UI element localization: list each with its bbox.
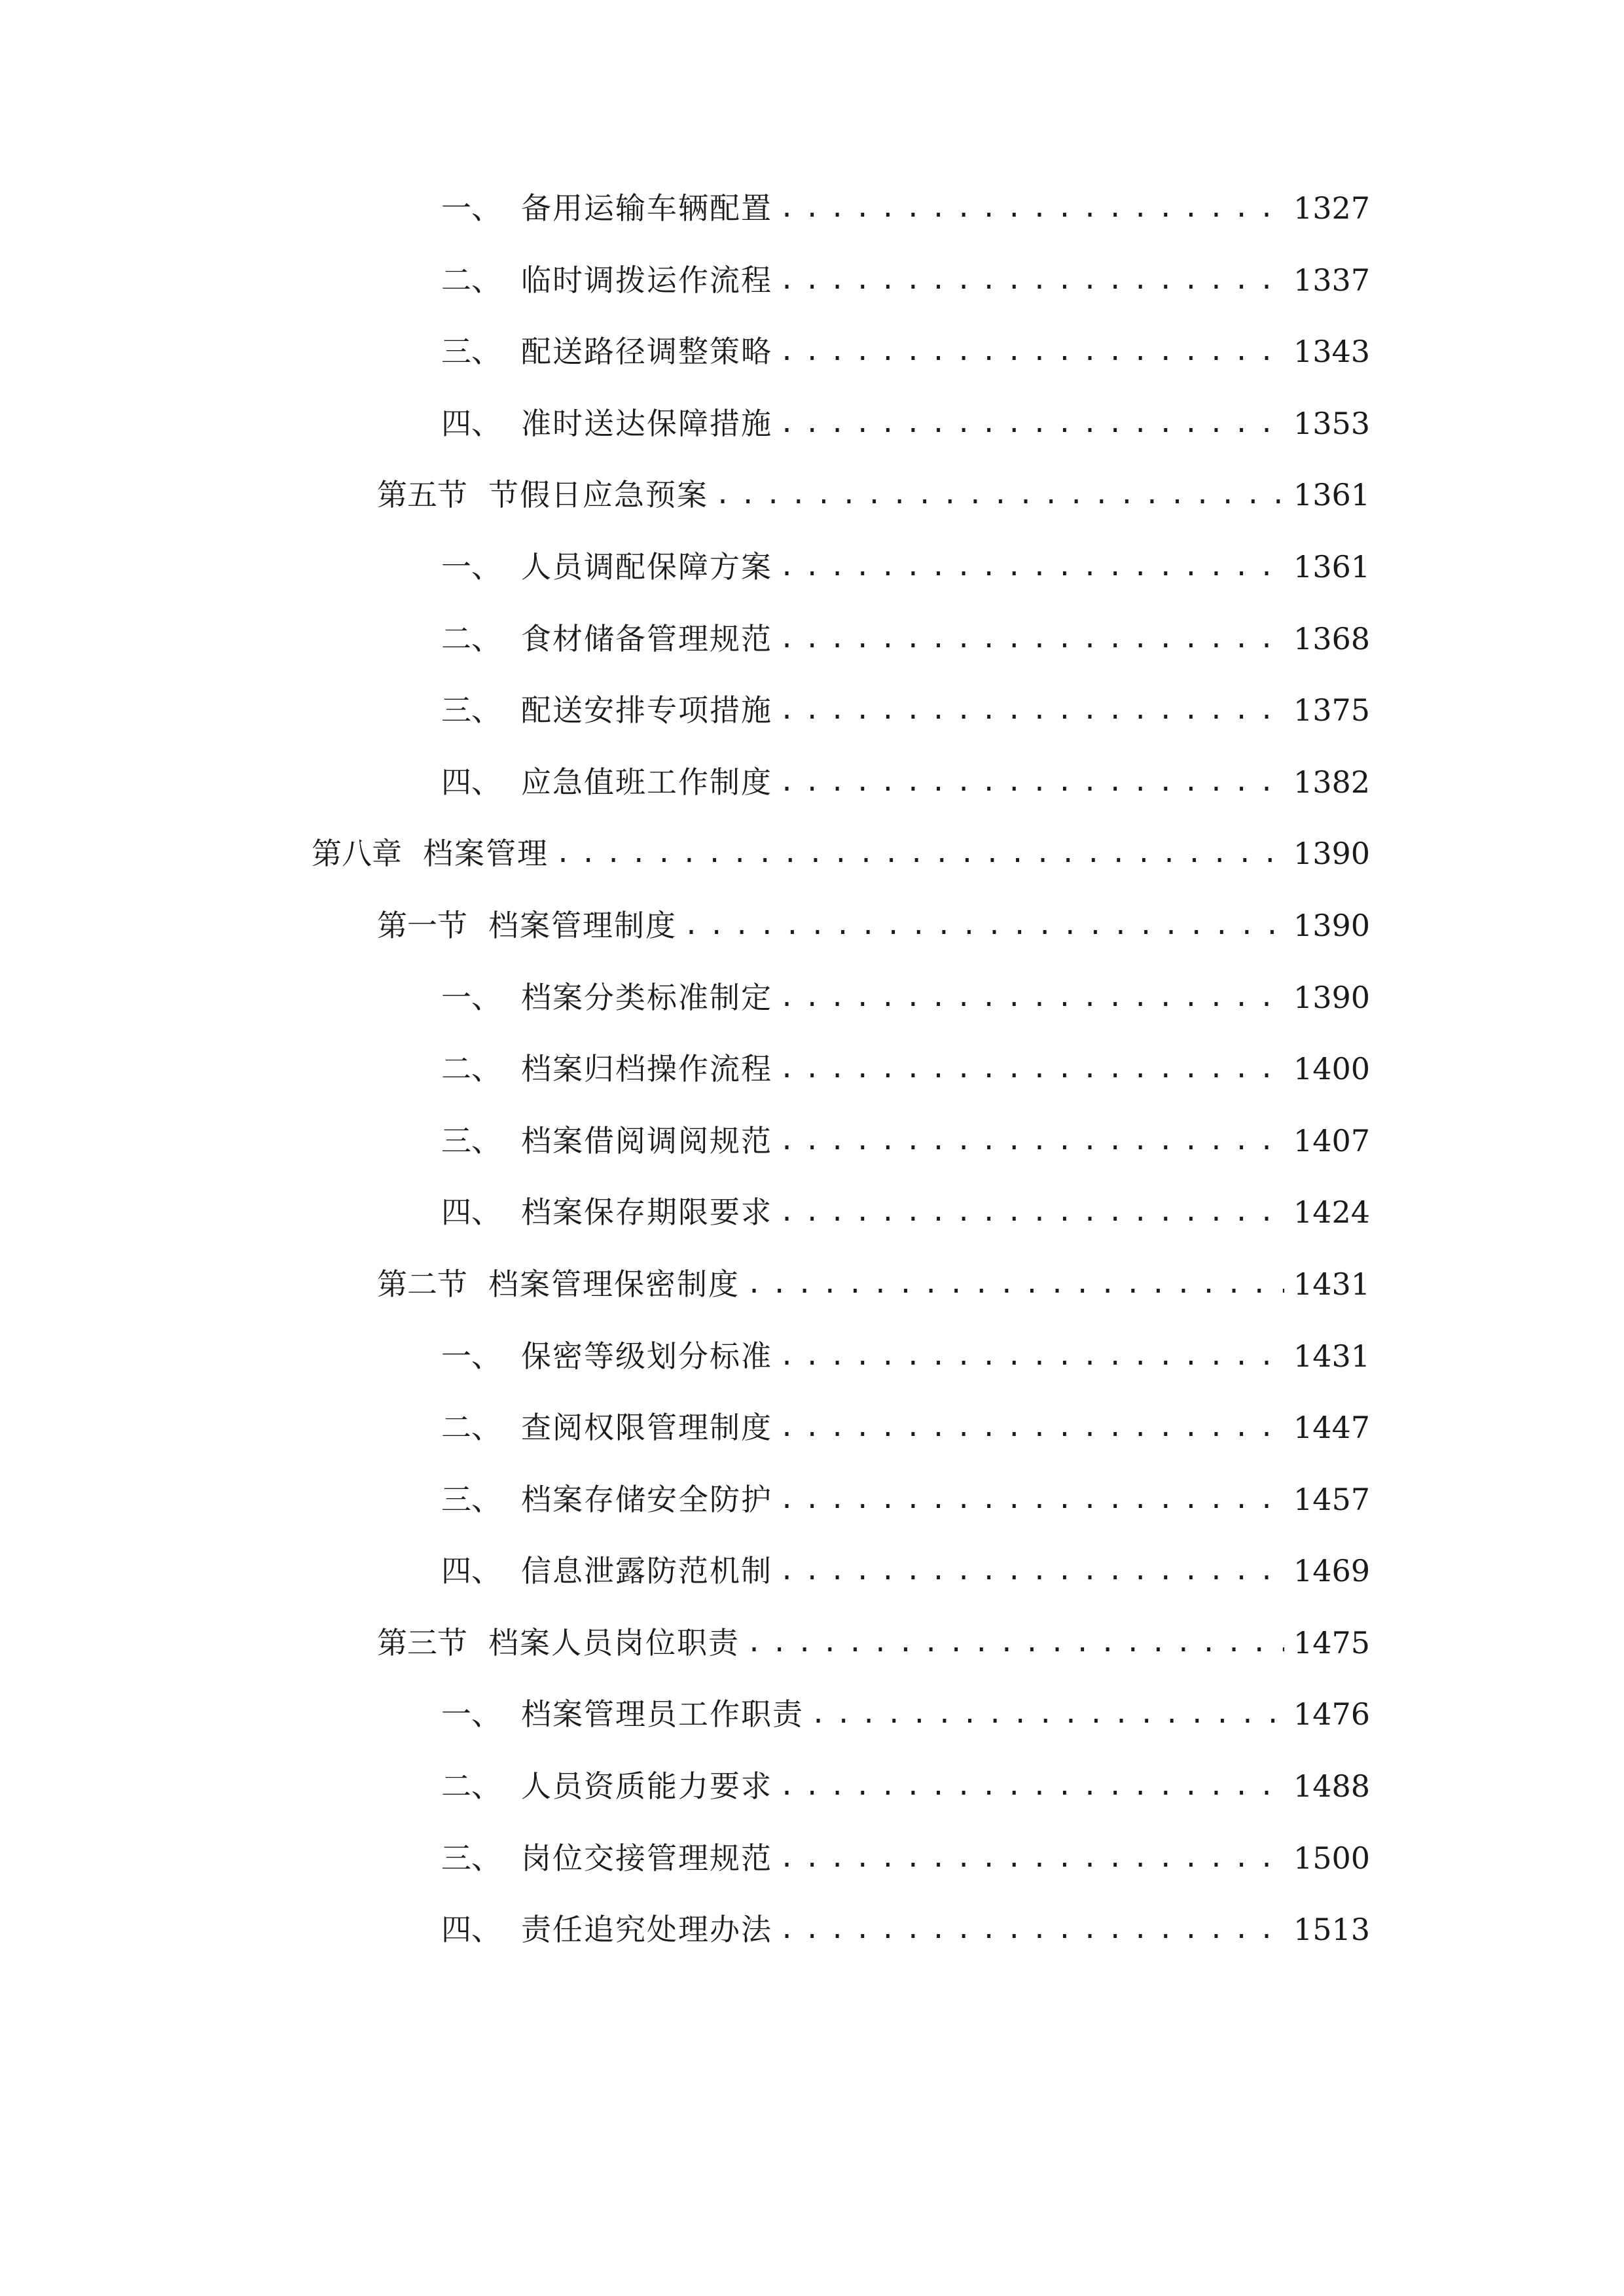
dot-leader bbox=[779, 1910, 1284, 1949]
dot-leader bbox=[779, 619, 1284, 658]
toc-entry-title: 备用运输车辆配置 bbox=[521, 190, 772, 226]
toc-entry[interactable] bbox=[0, 1408, 1624, 1480]
toc-entry-number: 一、 bbox=[441, 1696, 501, 1732]
dot-leader bbox=[779, 547, 1284, 586]
dot-leader bbox=[555, 834, 1284, 873]
toc-entry-number: 第三节 bbox=[377, 1624, 467, 1660]
toc-entry-page-number: 1390 bbox=[1293, 836, 1370, 872]
toc-entry-number: 一、 bbox=[441, 1338, 501, 1374]
toc-entry-number: 二、 bbox=[441, 1410, 501, 1446]
toc-entry[interactable] bbox=[0, 475, 1624, 547]
toc-entry-page-number: 1400 bbox=[1293, 1051, 1370, 1087]
toc-entry-page-number: 1390 bbox=[1293, 907, 1370, 943]
toc-entry-title: 人员调配保障方案 bbox=[521, 548, 772, 584]
toc-entry-number: 第二节 bbox=[377, 1266, 467, 1302]
dot-leader bbox=[779, 332, 1284, 371]
toc-entry-title: 档案存储安全防护 bbox=[521, 1481, 772, 1517]
toc-entry-number: 二、 bbox=[441, 262, 501, 298]
toc-entry-number: 第五节 bbox=[377, 477, 467, 513]
toc-entry-number: 四、 bbox=[441, 764, 501, 800]
toc-entry[interactable] bbox=[0, 1839, 1624, 1910]
toc-entry[interactable] bbox=[0, 1623, 1624, 1695]
toc-entry-number: 四、 bbox=[441, 1553, 501, 1589]
toc-entry-title: 应急值班工作制度 bbox=[521, 764, 772, 800]
toc-entry[interactable] bbox=[0, 1910, 1624, 1982]
dot-leader bbox=[779, 260, 1284, 300]
toc-entry-page-number: 1407 bbox=[1293, 1122, 1370, 1158]
toc-entry-title: 档案管理 bbox=[423, 836, 549, 872]
toc-entry-page-number: 1457 bbox=[1293, 1481, 1370, 1517]
toc-entry-title: 配送路径调整策略 bbox=[521, 334, 772, 370]
toc-entry-page-number: 1447 bbox=[1293, 1410, 1370, 1446]
dot-leader bbox=[779, 978, 1284, 1017]
dot-leader bbox=[779, 762, 1284, 802]
toc-entry-title: 准时送达保障措施 bbox=[521, 405, 772, 441]
toc-entry-title: 责任追究处理办法 bbox=[521, 1912, 772, 1948]
toc-entry-page-number: 1368 bbox=[1293, 620, 1370, 656]
toc-entry-number: 三、 bbox=[441, 1840, 501, 1876]
toc-entry[interactable] bbox=[0, 404, 1624, 476]
toc-entry[interactable] bbox=[0, 547, 1624, 619]
dot-leader bbox=[746, 1623, 1284, 1662]
toc-entry[interactable] bbox=[0, 260, 1624, 332]
toc-entry-page-number: 1513 bbox=[1293, 1912, 1370, 1948]
toc-entry-number: 二、 bbox=[441, 1051, 501, 1087]
toc-entry[interactable] bbox=[0, 619, 1624, 691]
toc-entry[interactable] bbox=[0, 188, 1624, 260]
toc-entry-number: 三、 bbox=[441, 334, 501, 370]
toc-entry-title: 临时调拨运作流程 bbox=[521, 262, 772, 298]
toc-entry-title: 食材储备管理规范 bbox=[521, 620, 772, 656]
dot-leader bbox=[779, 1551, 1284, 1590]
toc-entry[interactable] bbox=[0, 1265, 1624, 1336]
toc-entry[interactable] bbox=[0, 332, 1624, 404]
dot-leader bbox=[683, 906, 1284, 945]
toc-entry-number: 四、 bbox=[441, 1912, 501, 1948]
toc-entry[interactable] bbox=[0, 1049, 1624, 1121]
dot-leader bbox=[779, 1408, 1284, 1447]
toc-entry-page-number: 1382 bbox=[1293, 764, 1370, 800]
toc-entry-title: 岗位交接管理规范 bbox=[521, 1840, 772, 1876]
toc-entry-title: 档案借阅调阅规范 bbox=[521, 1122, 772, 1158]
toc-entry-title: 档案管理保密制度 bbox=[488, 1266, 740, 1302]
toc-entry-number: 三、 bbox=[441, 692, 501, 728]
toc-entry-page-number: 1469 bbox=[1293, 1553, 1370, 1589]
toc-entry[interactable] bbox=[0, 1336, 1624, 1408]
toc-entry[interactable] bbox=[0, 978, 1624, 1050]
toc-entry-page-number: 1500 bbox=[1293, 1840, 1370, 1876]
toc-entry[interactable] bbox=[0, 1480, 1624, 1552]
toc-entry-page-number: 1488 bbox=[1293, 1768, 1370, 1804]
toc-entry[interactable] bbox=[0, 1551, 1624, 1623]
toc-entry-page-number: 1431 bbox=[1293, 1338, 1370, 1374]
dot-leader bbox=[779, 691, 1284, 730]
toc-entry-number: 四、 bbox=[441, 1194, 501, 1230]
dot-leader bbox=[779, 1480, 1284, 1519]
toc-entry-page-number: 1337 bbox=[1293, 262, 1370, 298]
toc-entry-page-number: 1327 bbox=[1293, 190, 1370, 226]
toc-entry-page-number: 1361 bbox=[1293, 548, 1370, 584]
toc-entry[interactable] bbox=[0, 1767, 1624, 1839]
toc-entry-title: 档案保存期限要求 bbox=[521, 1194, 772, 1230]
toc-entry-page-number: 1424 bbox=[1293, 1194, 1370, 1230]
toc-entry[interactable] bbox=[0, 834, 1624, 906]
toc-entry-page-number: 1475 bbox=[1293, 1624, 1370, 1660]
toc-entry-title: 档案分类标准制定 bbox=[521, 979, 772, 1015]
toc-entry-number: 二、 bbox=[441, 620, 501, 656]
toc-entry-title: 配送安排专项措施 bbox=[521, 692, 772, 728]
toc-entry-number: 三、 bbox=[441, 1481, 501, 1517]
toc-entry-page-number: 1343 bbox=[1293, 334, 1370, 370]
toc-entry-title: 保密等级划分标准 bbox=[521, 1338, 772, 1374]
toc-entry[interactable] bbox=[0, 1121, 1624, 1193]
dot-leader bbox=[779, 1767, 1284, 1806]
toc-entry[interactable] bbox=[0, 1695, 1624, 1767]
toc-entry-page-number: 1375 bbox=[1293, 692, 1370, 728]
toc-entry[interactable] bbox=[0, 1193, 1624, 1265]
toc-entry-number: 一、 bbox=[441, 979, 501, 1015]
toc-entry-page-number: 1353 bbox=[1293, 405, 1370, 441]
toc-entry-title: 查阅权限管理制度 bbox=[521, 1410, 772, 1446]
dot-leader bbox=[746, 1265, 1284, 1304]
dot-leader bbox=[779, 188, 1284, 228]
toc-entry-number: 三、 bbox=[441, 1122, 501, 1158]
toc-entry-number: 第八章 bbox=[312, 836, 402, 872]
dot-leader bbox=[779, 404, 1284, 443]
toc-entry-number: 第一节 bbox=[377, 907, 467, 943]
toc-entry[interactable] bbox=[0, 906, 1624, 978]
dot-leader bbox=[779, 1193, 1284, 1232]
dot-leader bbox=[779, 1336, 1284, 1376]
toc-entry[interactable] bbox=[0, 762, 1624, 834]
toc-entry-number: 二、 bbox=[441, 1768, 501, 1804]
toc-entry-title: 信息泄露防范机制 bbox=[521, 1553, 772, 1589]
toc-entry-page-number: 1361 bbox=[1293, 477, 1370, 513]
toc-entry-page-number: 1390 bbox=[1293, 979, 1370, 1015]
toc-entry-title: 档案管理员工作职责 bbox=[521, 1696, 804, 1732]
dot-leader bbox=[779, 1049, 1284, 1088]
toc-entry-number: 一、 bbox=[441, 190, 501, 226]
dot-leader bbox=[779, 1839, 1284, 1878]
toc-entry[interactable] bbox=[0, 691, 1624, 762]
toc-entry-title: 档案归档操作流程 bbox=[521, 1051, 772, 1087]
table-of-contents bbox=[0, 188, 1624, 1982]
toc-entry-title: 档案人员岗位职责 bbox=[488, 1624, 740, 1660]
toc-entry-number: 四、 bbox=[441, 405, 501, 441]
dot-leader bbox=[779, 1121, 1284, 1160]
toc-entry-title: 节假日应急预案 bbox=[488, 477, 708, 513]
dot-leader bbox=[715, 475, 1284, 514]
toc-entry-page-number: 1431 bbox=[1293, 1266, 1370, 1302]
toc-entry-page-number: 1476 bbox=[1293, 1696, 1370, 1732]
toc-entry-title: 档案管理制度 bbox=[488, 907, 677, 943]
toc-entry-title: 人员资质能力要求 bbox=[521, 1768, 772, 1804]
dot-leader bbox=[810, 1695, 1284, 1734]
toc-entry-number: 一、 bbox=[441, 548, 501, 584]
